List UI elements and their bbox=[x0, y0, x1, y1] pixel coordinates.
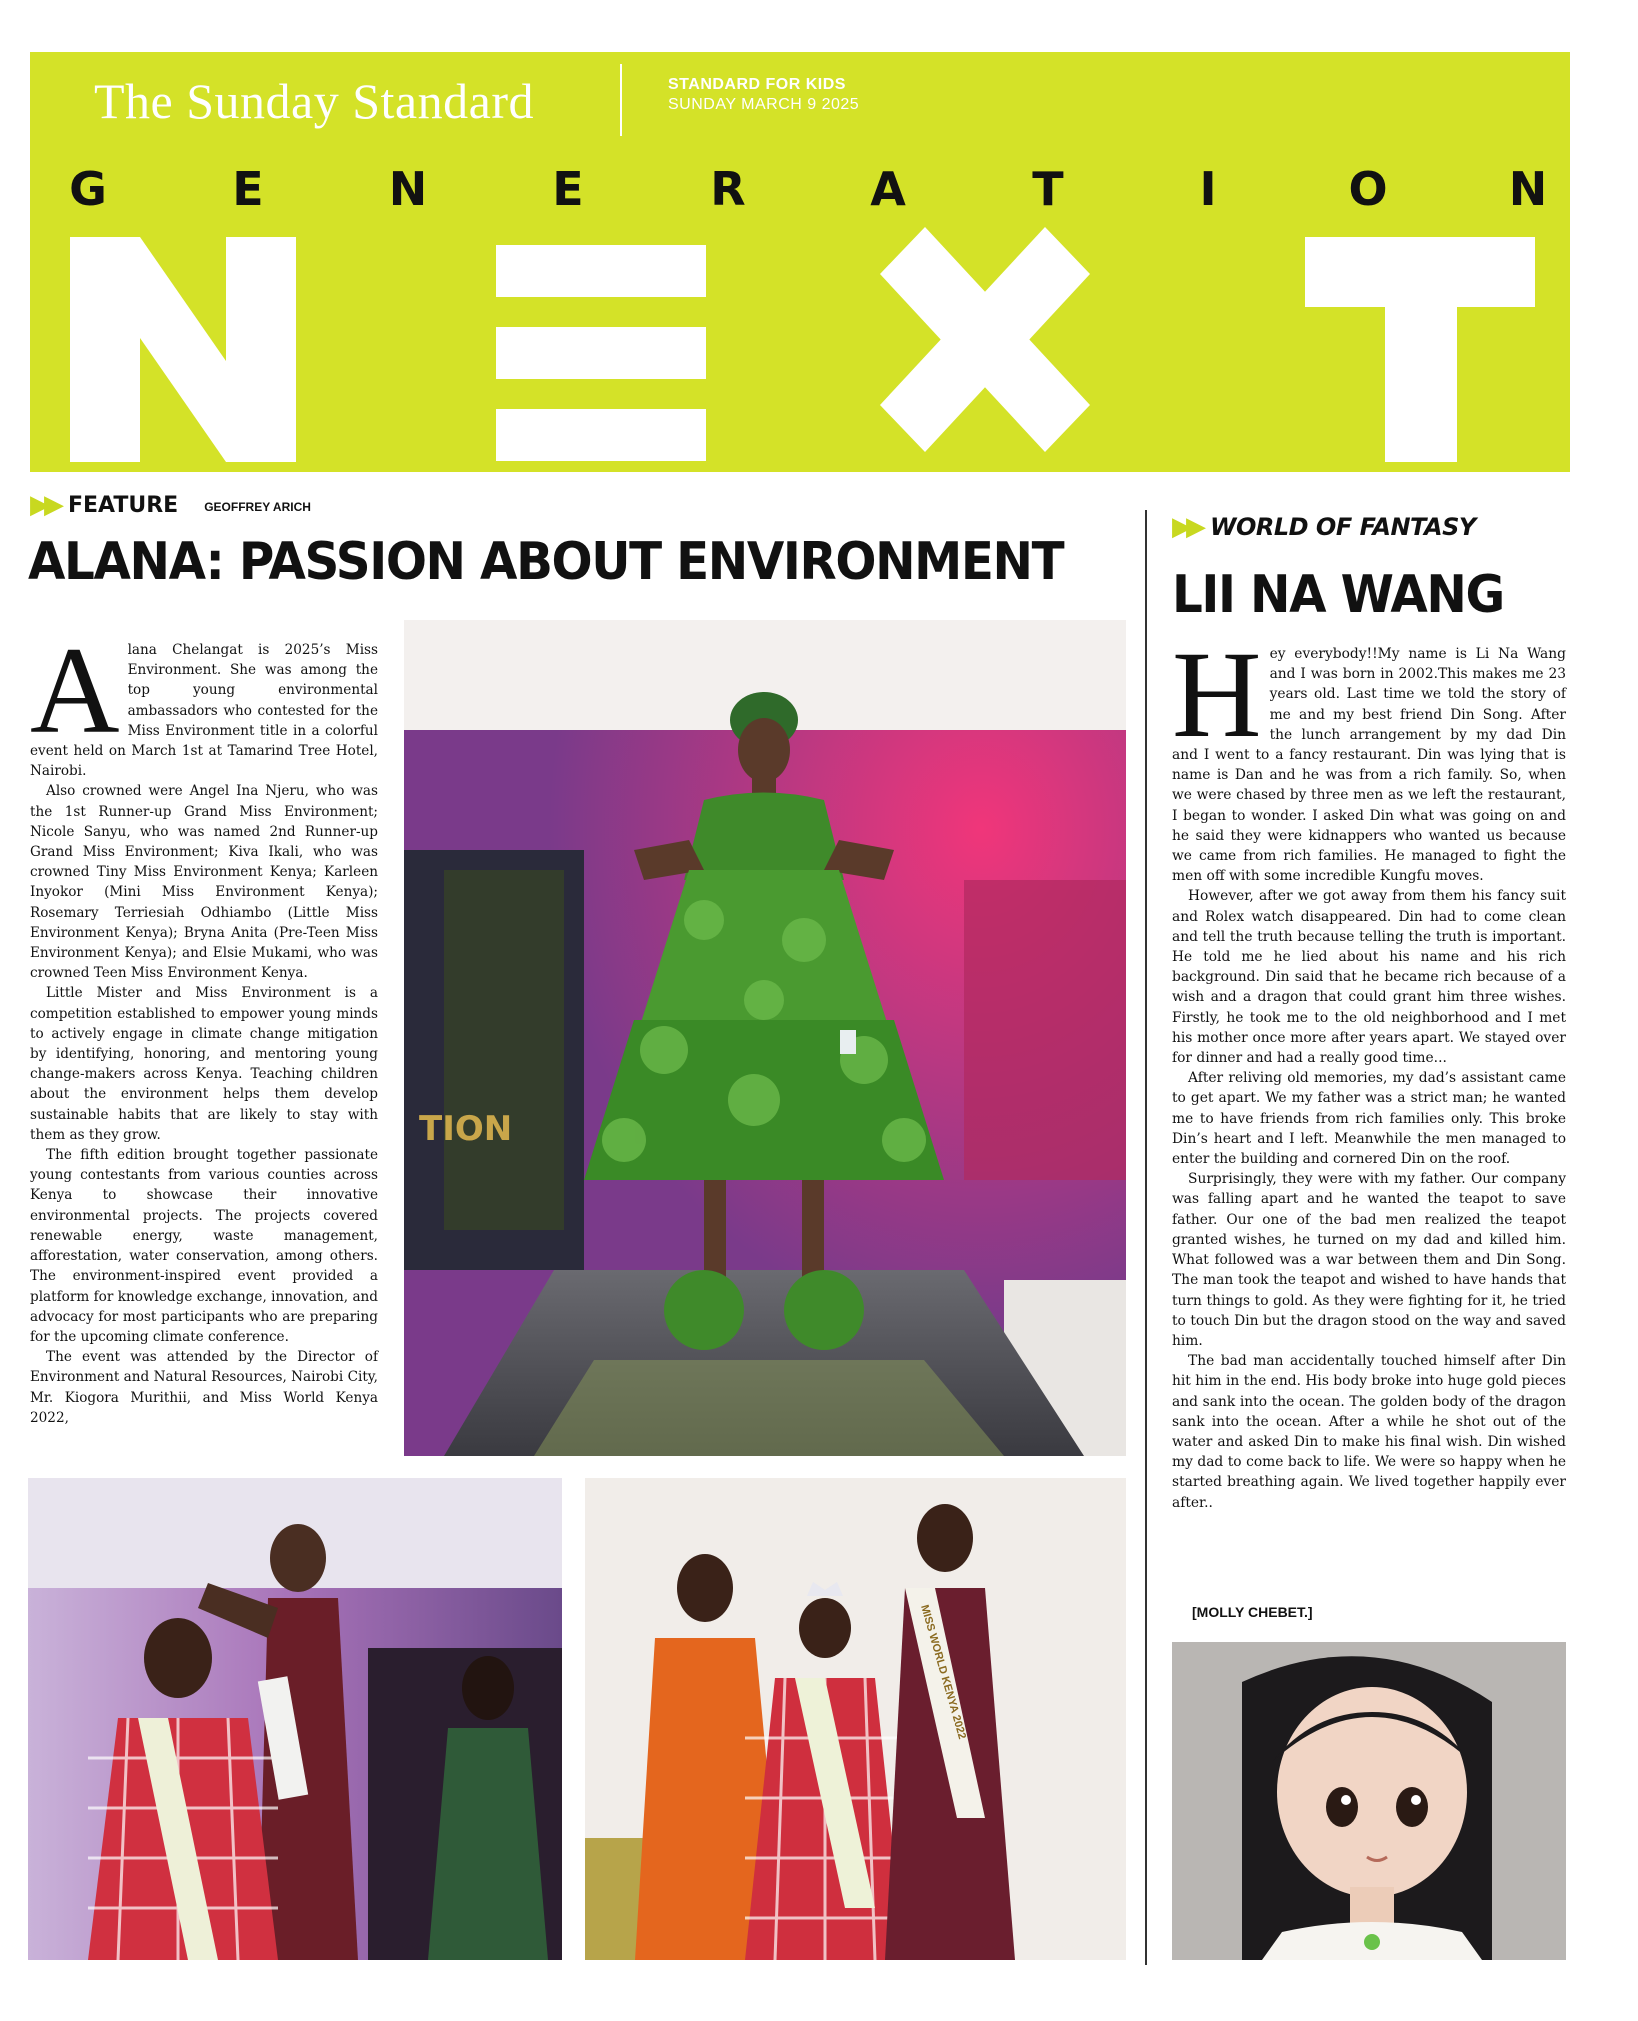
fantasy-paragraph: The bad man accidentally touched himself after Din hit him in the end. His body broke into huge gold pieces and sank into the ocean. The golden body of the dragon sank into the ocean. After a while he shot out of the water and asked Din to make his final wish. Din wished my dad to come back to life. We were so happy when he started breathing again. We lived together happily ever after.. bbox=[1172, 1353, 1566, 1511]
next-letter-e bbox=[496, 245, 706, 461]
generation-letter: R bbox=[710, 162, 746, 216]
fantasy-paragraph: However, after we got away from them his fancy suit and Rolex watch disappeared. Din had to come clean and tell the truth because telling the truth is important. He told me he lied about his name and his rich background. Din said that he became rich because of a wish and a dragon that could grant him three wishes. Firstly, he took me to the old neighborhood and I met his mother once more after years apart. We stayed over for dinner and had a really good time... bbox=[1172, 888, 1566, 1067]
fantasy-headline: LII NA WANG bbox=[1172, 565, 1504, 625]
fantasy-paragraph: After reliving old memories, my dad’s assistant came to get apart. We my father was a strict man; he wanted me to have friends from rich families only. This broke Din’s heart and I left. Meanwhile the men managed to enter the building and cornered Din on the roof. bbox=[1172, 1070, 1566, 1168]
generation-letter: G bbox=[69, 162, 107, 216]
svg-text:TION: TION bbox=[419, 1109, 513, 1149]
masthead bbox=[30, 52, 1570, 472]
feature-paragraph: Also crowned were Angel Ina Njeru, who was the 1st Runner-up Grand Miss Environment; Nicole Sanyu, who was named 2nd Runner-up Grand Miss Environment; Kiva Ikali, who was crowned Tiny Miss Environment Kenya; Karleen Inyokor (Mini Miss Environment Kenya); Rosemary Terriesiah Odhiambo (Little Miss Environment Kenya); Bryna Anita (Pre-Teen Miss Environment Kenya); and Elsie Mukami, who was crowned Teen Miss Environment Kenya. bbox=[30, 783, 378, 982]
fantasy-body bbox=[1172, 626, 1566, 1513]
svg-text:MISS WORLD KENYA 2022: MISS WORLD KENYA 2022 bbox=[918, 1603, 969, 1741]
feature-paragraph: Alana Chelangat is 2025’s Miss Environment. She was among the top young environmental ambassadors who contested for the Miss Environment title in a colorful event held on March 1st at Tamarind Tree Hotel, Nairobi. bbox=[30, 622, 378, 780]
feature-paragraph: Little Mister and Miss Environment is a competition established to empower young minds to actively engage in climate change mitigation by identifying, honoring, and mentoring young change-makers across Kenya. Teaching children about the environment helps them develop sustainable habits that are likely to stay with them as they grow. bbox=[30, 985, 378, 1143]
masthead-divider bbox=[620, 64, 622, 136]
double-chevron-icon: ▶▶ bbox=[1172, 512, 1200, 542]
photo-crowning bbox=[28, 1478, 562, 1960]
generation-letter: A bbox=[870, 162, 906, 216]
feature-headline: ALANA: PASSION ABOUT ENVIRONMENT bbox=[28, 532, 1064, 592]
issue-date: SUNDAY MARCH 9 2025 bbox=[668, 96, 860, 113]
next-letter-n bbox=[70, 237, 296, 462]
drop-cap: H bbox=[1172, 626, 1262, 763]
generation-letter: E bbox=[552, 162, 584, 216]
fantasy-paragraph: Surprisingly, they were with my father. Our company was falling apart and he wanted the teapot to save father. Our one of the bad men realized the teapot granted wishes, he turned on my dad and killed him. What followed was a war between them and Din Song. The man took the teapot and wished to have hands that turn things to gold. As they were fighting for it, he tried to touch Din but the dragon stood on the way and saved him. bbox=[1172, 1171, 1566, 1349]
next-logo bbox=[30, 227, 1570, 472]
feature-paragraph: The event was attended by the Director of Environment and Natural Resources, Nairobi City, Mr. Kiogora Murithii, and Miss World Kenya 2022, bbox=[30, 1349, 378, 1426]
next-letter-x bbox=[880, 227, 1090, 452]
drop-cap: A bbox=[30, 622, 120, 759]
feature-label: FEATURE bbox=[68, 492, 179, 518]
generation-letter: E bbox=[232, 162, 264, 216]
photo-leaf-dress bbox=[404, 620, 1126, 1456]
feature-paragraph: The fifth edition brought together passionate young contestants from various counties across Kenya to showcase their innovative environmental projects. The projects covered renewable energy, waste management, afforestation, water conservation, among others. The environment-inspired event provided a platform for knowledge exchange, innovation, and advocacy for most participants who are preparing for the upcoming climate conference. bbox=[30, 1147, 378, 1345]
generation-letter: T bbox=[1032, 162, 1064, 216]
fantasy-label: WORLD OF FANTASY bbox=[1210, 513, 1476, 541]
fantasy-paragraph: Hey everybody!!My name is Li Na Wang and I was born in 2002.This makes me 23 years old. Last time we told the story of me and my best friend Din Song. After the lunch arrangement by my dad Din and I went to a fancy restaurant. Din was lying that is name is Dan and he was from a rich family. So, when we were chased by three men as we left the restaurant, I began to wonder. I asked Din what was going on and he said they were kidnappers who wanted us because we came from rich families. He managed to fight the men off with some incredible Kungfu moves. bbox=[1172, 626, 1566, 885]
feature-body bbox=[30, 622, 378, 1428]
byline: GEOFFREY ARICH bbox=[204, 500, 311, 514]
author-signoff: [MOLLY CHEBET.] bbox=[1192, 1604, 1313, 1620]
paper-name: The Sunday Standard bbox=[94, 73, 534, 129]
double-chevron-icon: ▶▶ bbox=[30, 490, 58, 520]
fantasy-kicker bbox=[1172, 512, 1476, 542]
generation-letter: N bbox=[388, 162, 428, 216]
photo-animated-character bbox=[1172, 1642, 1566, 1960]
next-letter-t bbox=[1305, 237, 1535, 462]
section-label: STANDARD FOR KIDS bbox=[668, 76, 846, 93]
generation-letter: N bbox=[1508, 162, 1548, 216]
feature-kicker bbox=[30, 490, 311, 520]
generation-letter: O bbox=[1348, 162, 1388, 216]
column-rule bbox=[1145, 510, 1147, 1965]
generation-letter: I bbox=[1199, 162, 1217, 216]
photo-group bbox=[585, 1478, 1126, 1960]
generation-word bbox=[58, 162, 1558, 216]
